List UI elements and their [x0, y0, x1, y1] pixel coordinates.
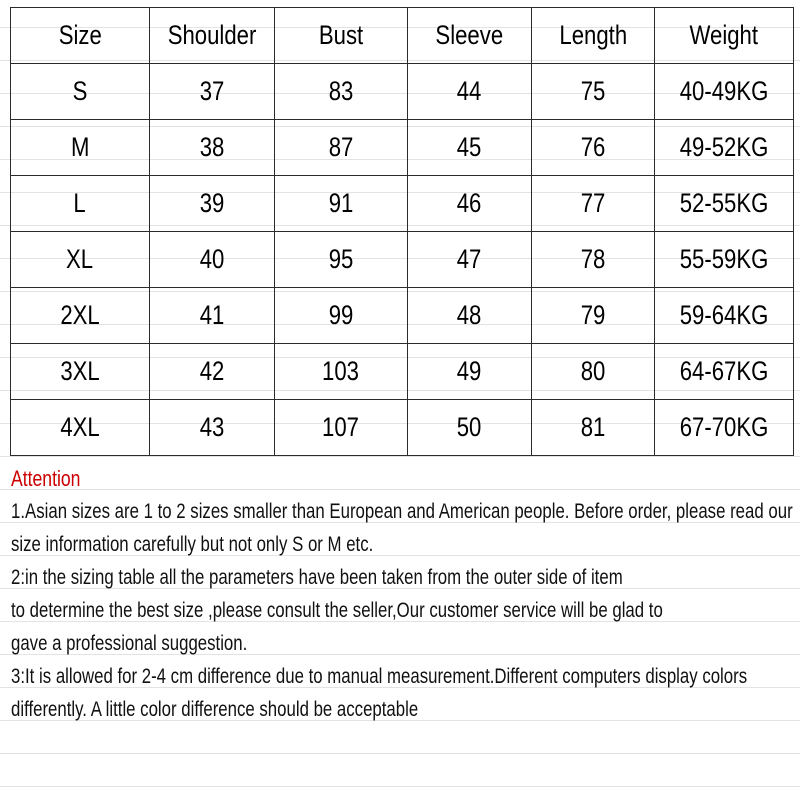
cell-weight: 40-49KG [655, 64, 794, 120]
cell-sleeve: 44 [408, 64, 532, 120]
cell-weight: 49-52KG [655, 120, 794, 176]
cell-weight: 52-55KG [655, 176, 794, 232]
header-sleeve: Sleeve [408, 8, 532, 64]
cell-size: M [11, 120, 150, 176]
note-line: gave a professional suggestion. [11, 632, 248, 655]
cell-bust: 107 [275, 400, 408, 456]
header-shoulder: Shoulder [150, 8, 275, 64]
cell-bust: 91 [275, 176, 408, 232]
table-row [11, 120, 794, 176]
note-line: size information carefully but not only S or M etc. [11, 533, 374, 556]
cell-weight: 64-67KG [655, 344, 794, 400]
cell-length: 79 [532, 288, 655, 344]
cell-length: 75 [532, 64, 655, 120]
cell-shoulder: 38 [150, 120, 275, 176]
header-size: Size [11, 8, 150, 64]
cell-shoulder: 43 [150, 400, 275, 456]
cell-bust: 99 [275, 288, 408, 344]
cell-shoulder: 41 [150, 288, 275, 344]
cell-length: 77 [532, 176, 655, 232]
table-row [11, 288, 794, 344]
cell-sleeve: 49 [408, 344, 532, 400]
table-row [11, 400, 794, 456]
cell-size: S [11, 64, 150, 120]
cell-sleeve: 50 [408, 400, 532, 456]
cell-length: 78 [532, 232, 655, 288]
cell-size: L [11, 176, 150, 232]
cell-bust: 95 [275, 232, 408, 288]
cell-size: 3XL [11, 344, 150, 400]
note-line: 3:It is allowed for 2-4 cm difference due to manual measurement.Different computers display colors [11, 665, 748, 688]
header-length: Length [532, 8, 655, 64]
cell-length: 80 [532, 344, 655, 400]
attention-title: Attention [11, 466, 81, 491]
note-line: 1.Asian sizes are 1 to 2 sizes smaller than European and American people. Before order, please read our [11, 500, 793, 523]
table-row [11, 232, 794, 288]
cell-shoulder: 40 [150, 232, 275, 288]
cell-shoulder: 37 [150, 64, 275, 120]
cell-sleeve: 48 [408, 288, 532, 344]
cell-length: 81 [532, 400, 655, 456]
table-row [11, 176, 794, 232]
cell-bust: 83 [275, 64, 408, 120]
cell-size: 4XL [11, 400, 150, 456]
cell-bust: 87 [275, 120, 408, 176]
cell-size: 2XL [11, 288, 150, 344]
cell-shoulder: 39 [150, 176, 275, 232]
note-line: differently. A little color difference should be acceptable [11, 698, 419, 721]
cell-weight: 59-64KG [655, 288, 794, 344]
attention-notes [11, 462, 791, 726]
table-row [11, 64, 794, 120]
cell-bust: 103 [275, 344, 408, 400]
cell-sleeve: 46 [408, 176, 532, 232]
size-chart-table [10, 7, 794, 456]
cell-length: 76 [532, 120, 655, 176]
cell-shoulder: 42 [150, 344, 275, 400]
cell-weight: 55-59KG [655, 232, 794, 288]
cell-size: XL [11, 232, 150, 288]
cell-weight: 67-70KG [655, 400, 794, 456]
cell-sleeve: 45 [408, 120, 532, 176]
header-bust: Bust [275, 8, 408, 64]
cell-sleeve: 47 [408, 232, 532, 288]
note-line: 2:in the sizing table all the parameters have been taken from the outer side of item [11, 566, 623, 589]
header-weight: Weight [655, 8, 794, 64]
table-row [11, 344, 794, 400]
note-line: to determine the best size ,please consult the seller,Our customer service will be glad to [11, 599, 663, 622]
table-header-row [11, 8, 794, 64]
